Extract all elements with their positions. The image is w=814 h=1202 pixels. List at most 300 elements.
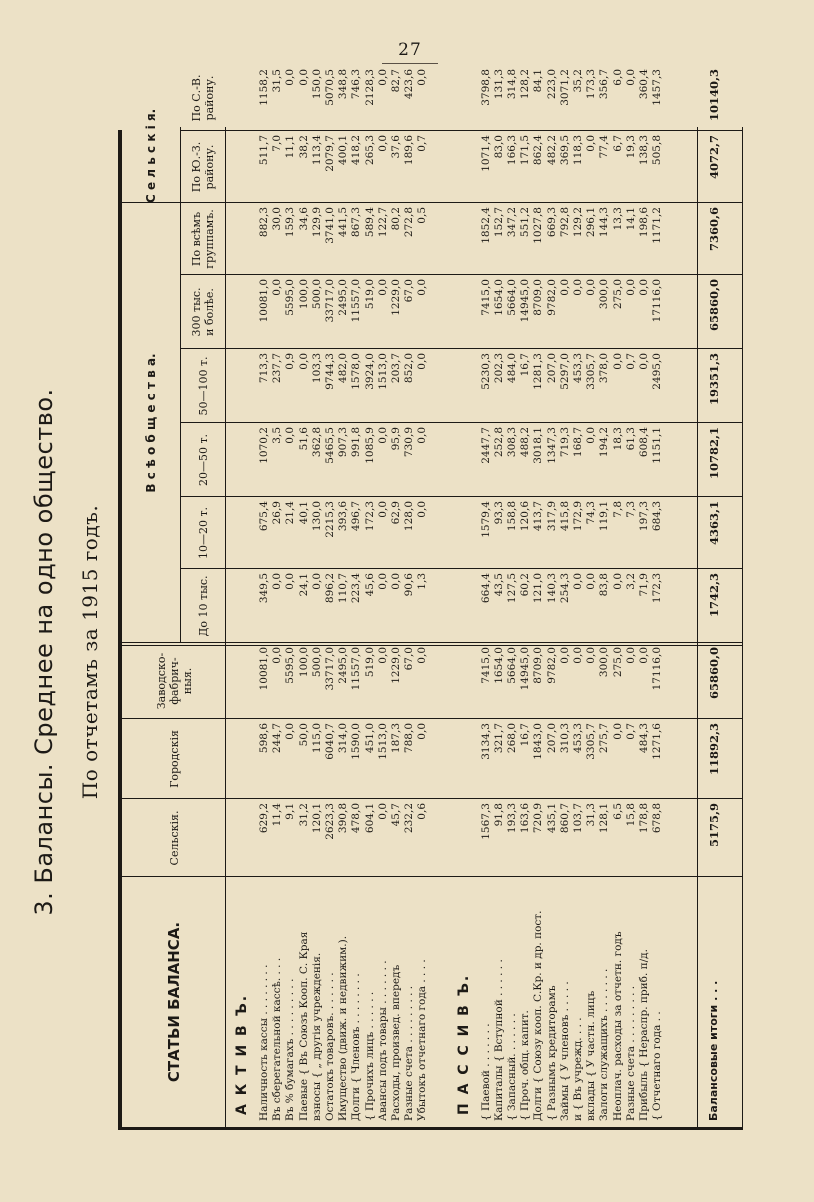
table-cell: 390,8 bbox=[337, 803, 350, 834]
table-cell: 862,4 bbox=[532, 135, 545, 166]
table-cell: 110,7 bbox=[337, 573, 350, 604]
table-cell: 598,6 bbox=[258, 723, 270, 754]
table-cell: 0,0 bbox=[284, 427, 297, 444]
table-cell: 0,0 bbox=[376, 135, 389, 152]
row-label: Остатокъ товаровъ. . . . . . . bbox=[324, 972, 336, 1121]
totals-cell: 10140,3 bbox=[707, 69, 721, 122]
table-cell: 24,1 bbox=[297, 573, 310, 597]
table-cell: 128,2 bbox=[519, 69, 532, 100]
table-cell: 746,3 bbox=[350, 69, 363, 100]
table-cell: 6,5 bbox=[611, 803, 624, 820]
table-cell: 1071,4 bbox=[479, 135, 492, 172]
table-cell: 378,0 bbox=[598, 353, 611, 384]
table-cell: 0,7 bbox=[624, 353, 637, 370]
table-cell: 67,0 bbox=[403, 647, 416, 671]
column-header: По Ю.-З. району. bbox=[190, 141, 216, 193]
table-cell: 0,0 bbox=[376, 279, 389, 296]
table-cell: 1457,3 bbox=[651, 69, 664, 106]
table-cell: 0,0 bbox=[271, 647, 284, 664]
table-cell: 860,7 bbox=[558, 803, 571, 834]
column-header: По С.-В. району. bbox=[190, 74, 216, 122]
table-cell: 675,4 bbox=[258, 501, 270, 532]
table-cell: 198,6 bbox=[638, 207, 650, 238]
table-cell: 484,0 bbox=[506, 353, 518, 384]
table-cell: 2495,0 bbox=[337, 647, 350, 684]
row-label: { Запасный. . . . . . . bbox=[506, 1013, 518, 1121]
table-cell: 122,7 bbox=[376, 207, 389, 238]
table-cell: 9744,3 bbox=[324, 353, 336, 390]
table-cell: 140,3 bbox=[545, 573, 558, 604]
table-cell: 1513,0 bbox=[376, 353, 389, 390]
table-cell: 45,6 bbox=[363, 573, 376, 597]
column-header: 10—20 т. bbox=[196, 506, 210, 560]
table-cell: 0,0 bbox=[284, 573, 297, 590]
table-cell: 100,0 bbox=[297, 279, 310, 310]
table-cell: 168,7 bbox=[572, 427, 584, 458]
table-cell: 2079,7 bbox=[324, 135, 336, 172]
table-cell: 33717,0 bbox=[324, 279, 336, 323]
table-cell: 0,0 bbox=[416, 279, 429, 296]
table-cell: 35,2 bbox=[572, 69, 584, 93]
table-cell: 314,0 bbox=[337, 723, 350, 754]
table-cell: 0,0 bbox=[416, 501, 429, 518]
row-label: { Прочихъ лицъ . . . . . . bbox=[363, 991, 376, 1121]
table-cell: 18,3 bbox=[611, 427, 624, 451]
header-divider bbox=[225, 127, 226, 1127]
table-cell: 1158,2 bbox=[258, 69, 270, 106]
balance-table bbox=[122, 69, 743, 1130]
table-cell: 1027,8 bbox=[532, 207, 545, 244]
table-cell: 223,0 bbox=[545, 69, 558, 100]
table-cell: 482,0 bbox=[337, 353, 350, 384]
table-cell: 120,1 bbox=[310, 803, 323, 834]
table-cell: 7,0 bbox=[271, 135, 284, 152]
table-cell: 7415,0 bbox=[479, 647, 492, 684]
table-cell: 441,5 bbox=[337, 207, 350, 238]
table-cell: 451,0 bbox=[363, 723, 376, 754]
table-cell: 669,3 bbox=[545, 207, 558, 238]
table-cell: 0,0 bbox=[416, 647, 429, 664]
table-cell: 349,5 bbox=[258, 573, 270, 604]
table-cell: 6,7 bbox=[611, 135, 624, 152]
column-header: Сельскія. bbox=[167, 810, 181, 866]
table-cell: 268,0 bbox=[506, 723, 518, 754]
table-cell: 1171,2 bbox=[651, 207, 664, 244]
table-cell: 178,8 bbox=[638, 803, 650, 834]
row-label: { Паевой . . . . . . . bbox=[479, 1023, 492, 1121]
row-label: Авансы подъ товары . . . . . . . bbox=[376, 960, 389, 1121]
table-cell: 348,8 bbox=[337, 69, 350, 100]
table-cell: 172,9 bbox=[572, 501, 584, 532]
table-cell: 129,9 bbox=[310, 207, 323, 238]
row-label: Наличность кассы . . . . . . . . bbox=[258, 964, 270, 1121]
table-cell: 1567,3 bbox=[479, 803, 492, 840]
section-heading: П А С С И В Ъ. bbox=[455, 973, 472, 1115]
table-cell: 1579,4 bbox=[479, 501, 492, 538]
table-cell: 0,0 bbox=[376, 69, 389, 86]
table-cell: 129,2 bbox=[572, 207, 584, 238]
table-cell: 187,3 bbox=[390, 723, 402, 754]
table-cell: 300,0 bbox=[598, 647, 611, 678]
table-cell: 0,0 bbox=[624, 69, 637, 86]
table-cell: 272,8 bbox=[403, 207, 416, 238]
table-cell: 33717,0 bbox=[324, 647, 336, 691]
table-cell: 788,0 bbox=[403, 723, 416, 754]
table-cell: 0,0 bbox=[271, 279, 284, 296]
table-cell: 511,7 bbox=[258, 135, 270, 166]
table-cell: 37,6 bbox=[390, 135, 402, 159]
page-number: 27 bbox=[398, 40, 422, 60]
table-cell: 314,8 bbox=[506, 69, 518, 100]
table-cell: 62,9 bbox=[390, 501, 402, 525]
table-cell: 118,3 bbox=[572, 135, 584, 166]
table-cell: 82,7 bbox=[390, 69, 402, 93]
table-cell: 3924,0 bbox=[363, 353, 376, 390]
table-cell: 16,7 bbox=[519, 353, 532, 377]
table-cell: 500,0 bbox=[310, 647, 323, 678]
table-cell: 100,0 bbox=[297, 647, 310, 678]
row-label: Прибыль { Нераспр. приб. п/д. bbox=[638, 949, 650, 1121]
table-cell: 608,4 bbox=[638, 427, 650, 458]
table-cell: 3134,3 bbox=[479, 723, 492, 760]
table-cell: 16,7 bbox=[519, 723, 532, 747]
totals-cell: 19351,3 bbox=[707, 353, 721, 406]
table-cell: 369,5 bbox=[558, 135, 571, 166]
table-cell: 159,3 bbox=[284, 207, 297, 238]
table-cell: 34,6 bbox=[297, 207, 310, 231]
table-cell: 1271,6 bbox=[651, 723, 664, 760]
table-cell: 0,0 bbox=[638, 279, 650, 296]
table-cell: 1281,3 bbox=[532, 353, 545, 390]
table-cell: 2495,0 bbox=[337, 279, 350, 316]
table-cell: 152,7 bbox=[492, 207, 505, 238]
totals-cell: 10782,1 bbox=[707, 427, 721, 480]
table-cell: 232,2 bbox=[403, 803, 416, 834]
table-cell: 9782,0 bbox=[545, 279, 558, 316]
table-cell: 197,3 bbox=[638, 501, 650, 532]
table-cell: 0,5 bbox=[416, 207, 429, 224]
row-label: Имущество (движ. и недвижим.). bbox=[337, 935, 350, 1121]
table-cell: 792,8 bbox=[558, 207, 571, 238]
table-cell: 435,1 bbox=[545, 803, 558, 834]
table-cell: 551,2 bbox=[519, 207, 532, 238]
table-cell: 482,2 bbox=[545, 135, 558, 166]
table-cell: 0,0 bbox=[585, 135, 598, 152]
table-cell: 0,0 bbox=[611, 353, 624, 370]
section-heading: А К Т И В Ъ. bbox=[234, 993, 250, 1115]
table-cell: 360,4 bbox=[638, 69, 650, 100]
table-cell: 0,6 bbox=[416, 803, 429, 820]
row-label: Залоги служащихъ . . . . . . . bbox=[598, 968, 611, 1121]
table-cell: 5230,3 bbox=[479, 353, 492, 390]
table-cell: 0,0 bbox=[558, 279, 571, 296]
table-cell: 275,0 bbox=[611, 279, 624, 310]
table-cell: 7,8 bbox=[611, 501, 624, 518]
table-cell: 1513,0 bbox=[376, 723, 389, 760]
table-cell: 3,2 bbox=[624, 573, 637, 590]
totals-cell: 7360,6 bbox=[707, 207, 721, 252]
table-cell: 519,0 bbox=[363, 279, 376, 310]
totals-cell: 11892,3 bbox=[707, 723, 721, 776]
labels-column-header: СТАТЬИ БАЛАНСА. bbox=[164, 921, 183, 1083]
table-cell: 91,8 bbox=[492, 803, 505, 827]
table-cell: 2623,3 bbox=[324, 803, 336, 840]
table-cell: 60,2 bbox=[519, 573, 532, 597]
table-cell: 172,3 bbox=[363, 501, 376, 532]
row-label: и { Въ учрежд. . . . bbox=[572, 1017, 584, 1121]
column-header: До 10 тыс. bbox=[196, 575, 210, 637]
table-cell: 11,4 bbox=[271, 803, 284, 827]
table-cell: 275,7 bbox=[598, 723, 611, 754]
table-cell: 121,0 bbox=[532, 573, 545, 604]
table-cell: 1085,9 bbox=[363, 427, 376, 464]
table-cell: 14945,0 bbox=[519, 647, 532, 691]
table-cell: 719,3 bbox=[558, 427, 571, 458]
table-cell: 0,0 bbox=[390, 573, 402, 590]
table-cell: 1590,0 bbox=[350, 723, 363, 760]
table-cell: 61,3 bbox=[624, 427, 637, 451]
row-label: Долги { Союзу коoп. С.Кр. и др. пост. bbox=[532, 910, 545, 1121]
table-cell: 11557,0 bbox=[350, 279, 363, 323]
table-cell: 45,7 bbox=[390, 803, 402, 827]
table-cell: 3741,0 bbox=[324, 207, 336, 244]
table-cell: 519,0 bbox=[363, 647, 376, 678]
table-cell: 83,0 bbox=[492, 135, 505, 159]
table-cell: 13,3 bbox=[611, 207, 624, 231]
table-cell: 3305,7 bbox=[585, 723, 598, 760]
row-label: вклады { У частн. лицъ bbox=[585, 990, 598, 1121]
table-cell: 0,0 bbox=[271, 573, 284, 590]
table-cell: 7,3 bbox=[624, 501, 637, 518]
table-cell: 80,2 bbox=[390, 207, 402, 231]
table-cell: 31,3 bbox=[585, 803, 598, 827]
table-cell: 991,8 bbox=[350, 427, 363, 458]
table-cell: 418,2 bbox=[350, 135, 363, 166]
table-cell: 3,5 bbox=[271, 427, 284, 444]
totals-cell: 1742,3 bbox=[707, 573, 721, 618]
totals-cell: 65860,0 bbox=[707, 279, 721, 332]
table-cell: 415,8 bbox=[558, 501, 571, 532]
totals-cell: 4072,7 bbox=[707, 135, 721, 180]
table-cell: 730,9 bbox=[403, 427, 416, 458]
table-cell: 0,7 bbox=[416, 135, 429, 152]
table-cell: 0,0 bbox=[624, 647, 637, 664]
table-cell: 11557,0 bbox=[350, 647, 363, 691]
column-header: По всѣмъ группамъ. bbox=[190, 209, 216, 269]
table-cell: 6040,7 bbox=[324, 723, 336, 760]
table-cell: 1578,0 bbox=[350, 353, 363, 390]
table-cell: 3798,8 bbox=[479, 69, 492, 106]
table-cell: 43,5 bbox=[492, 573, 505, 597]
table-cell: 0,7 bbox=[624, 723, 637, 740]
group-header-all: В с ѣ о б щ е с т в а. bbox=[122, 203, 181, 643]
row-label: { Разнымъ кредиторамъ bbox=[545, 985, 558, 1121]
table-cell: 0,0 bbox=[310, 573, 323, 590]
row-label: Разные счета . . . . . . . . . bbox=[403, 985, 416, 1121]
table-cell: 237,7 bbox=[271, 353, 284, 384]
table-cell: 5465,5 bbox=[324, 427, 336, 464]
table-cell: 30,0 bbox=[271, 207, 284, 231]
table-cell: 103,3 bbox=[310, 353, 323, 384]
row-label: Въ сберегательной кассѣ. . . . bbox=[271, 957, 284, 1121]
table-cell: 5070,5 bbox=[324, 69, 336, 106]
table-cell: 0,0 bbox=[284, 723, 297, 740]
table-cell: 202,3 bbox=[492, 353, 505, 384]
table-cell: 684,3 bbox=[651, 501, 664, 532]
table-cell: 400,1 bbox=[337, 135, 350, 166]
row-label: { Отчетнаго года . . bbox=[651, 1011, 664, 1121]
table-cell: 31,2 bbox=[297, 803, 310, 827]
table-cell: 500,0 bbox=[310, 279, 323, 310]
table-cell: 300,0 bbox=[598, 279, 611, 310]
table-cell: 1229,0 bbox=[390, 279, 402, 316]
table-cell: 14945,0 bbox=[519, 279, 532, 323]
table-cell: 310,3 bbox=[558, 723, 571, 754]
table-cell: 77,4 bbox=[598, 135, 611, 159]
table-cell: 1,3 bbox=[416, 573, 429, 590]
table-cell: 14,1 bbox=[624, 207, 637, 231]
table-cell: 127,5 bbox=[506, 573, 518, 604]
table-cell: 453,3 bbox=[572, 353, 584, 384]
table-cell: 15,8 bbox=[624, 803, 637, 827]
table-cell: 275,0 bbox=[611, 647, 624, 678]
table-cell: 0,0 bbox=[284, 69, 297, 86]
table-cell: 67,0 bbox=[403, 279, 416, 303]
table-cell: 84,1 bbox=[532, 69, 545, 93]
table-cell: 0,0 bbox=[611, 573, 624, 590]
row-label: Паевые { Въ Союзъ Коoп. С. Края bbox=[297, 931, 310, 1121]
table-cell: 11,1 bbox=[284, 135, 297, 159]
table-cell: 1654,0 bbox=[492, 279, 505, 316]
table-cell: 8709,0 bbox=[532, 279, 545, 316]
table-cell: 0,0 bbox=[376, 573, 389, 590]
table-cell: 867,3 bbox=[350, 207, 363, 238]
table-cell: 194,2 bbox=[598, 427, 611, 458]
table-cell: 356,7 bbox=[598, 69, 611, 100]
table-cell: 362,8 bbox=[310, 427, 323, 458]
table-cell: 0,0 bbox=[416, 69, 429, 86]
table-cell: 347,2 bbox=[506, 207, 518, 238]
table-cell: 17116,0 bbox=[651, 647, 664, 691]
table-cell: 0,0 bbox=[638, 353, 650, 370]
table-cell: 31,5 bbox=[271, 69, 284, 93]
table-cell: 589,4 bbox=[363, 207, 376, 238]
table-cell: 1070,2 bbox=[258, 427, 270, 464]
table-cell: 1229,0 bbox=[390, 647, 402, 684]
totals-cell: 5175,9 bbox=[707, 803, 721, 848]
table-cell: 907,3 bbox=[337, 427, 350, 458]
row-label: взносы { „ другія учрежденія. bbox=[310, 952, 323, 1121]
page-subtitle: По отчетамъ за 1915 годъ. bbox=[78, 504, 102, 800]
table-cell: 265,3 bbox=[363, 135, 376, 166]
table-cell: 10081,0 bbox=[258, 279, 270, 323]
table-cell: 172,3 bbox=[651, 573, 664, 604]
table-cell: 678,8 bbox=[651, 803, 664, 834]
table-cell: 453,3 bbox=[572, 723, 584, 754]
table-cell: 166,3 bbox=[506, 135, 518, 166]
table-cell: 2447,7 bbox=[479, 427, 492, 464]
table-cell: 207,0 bbox=[545, 353, 558, 384]
column-header: Городскія bbox=[167, 730, 181, 788]
table-cell: 150,0 bbox=[310, 69, 323, 100]
table-cell: 896,2 bbox=[324, 573, 336, 604]
table-cell: 413,7 bbox=[532, 501, 545, 532]
table-cell: 720,9 bbox=[532, 803, 545, 834]
table-cell: 423,6 bbox=[403, 69, 416, 100]
table-cell: 113,4 bbox=[310, 135, 323, 166]
table-cell: 51,6 bbox=[297, 427, 310, 451]
table-cell: 2128,3 bbox=[363, 69, 376, 106]
table-cell: 50,0 bbox=[297, 723, 310, 747]
table-cell: 0,0 bbox=[585, 279, 598, 296]
row-label: Разные счета . . . . . . . . . bbox=[624, 985, 637, 1121]
table-cell: 308,3 bbox=[506, 427, 518, 458]
table-cell: 5664,0 bbox=[506, 647, 518, 684]
table-cell: 0,0 bbox=[572, 647, 584, 664]
table-cell: 0,0 bbox=[416, 353, 429, 370]
table-cell: 120,6 bbox=[519, 501, 532, 532]
table-cell: 0,0 bbox=[416, 723, 429, 740]
page-title: 3. Балансы. Среднее на одно общество. bbox=[30, 388, 58, 916]
totals-label: Балансовые итоги . . . bbox=[707, 980, 720, 1121]
table-cell: 0,0 bbox=[416, 427, 429, 444]
table-cell: 0,0 bbox=[572, 279, 584, 296]
table-cell: 0,0 bbox=[558, 647, 571, 664]
table-cell: 103,7 bbox=[572, 803, 584, 834]
table-cell: 0,0 bbox=[376, 501, 389, 518]
totals-divider bbox=[697, 127, 698, 1127]
table-cell: 8709,0 bbox=[532, 647, 545, 684]
row-label: Долги { Членовъ . . . . . . . . bbox=[350, 973, 363, 1121]
column-header: 50—100 т. bbox=[196, 356, 210, 416]
table-cell: 10081,0 bbox=[258, 647, 270, 691]
table-cell: 158,8 bbox=[506, 501, 518, 532]
table-cell: 254,3 bbox=[558, 573, 571, 604]
table-cell: 38,2 bbox=[297, 135, 310, 159]
table-cell: 3305,7 bbox=[585, 353, 598, 390]
row-label: Неоплач. расходы за отчетн. годъ bbox=[611, 931, 624, 1121]
row-label: Въ % бумагахъ . . . . . . . . . bbox=[284, 978, 297, 1121]
table-cell: 317,9 bbox=[545, 501, 558, 532]
table-cell: 0,0 bbox=[297, 353, 310, 370]
table-cell: 74,3 bbox=[585, 501, 598, 525]
table-cell: 484,3 bbox=[638, 723, 650, 754]
table-cell: 5595,0 bbox=[284, 647, 297, 684]
column-header: Заводско- фабрич- ныя. bbox=[154, 652, 194, 710]
column-header: 300 тыс. и болѣе. bbox=[190, 287, 216, 337]
row-label: Убытокъ отчетнаго года . . . . bbox=[416, 959, 429, 1121]
table-cell: 244,7 bbox=[271, 723, 284, 754]
table-cell: 6,0 bbox=[611, 69, 624, 86]
table-cell: 131,3 bbox=[492, 69, 505, 100]
totals-cell: 4363,1 bbox=[707, 501, 721, 546]
table-cell: 163,6 bbox=[519, 803, 532, 834]
table-cell: 3071,2 bbox=[558, 69, 571, 106]
table-cell: 144,3 bbox=[598, 207, 611, 238]
table-cell: 0,0 bbox=[376, 647, 389, 664]
table-cell: 5297,0 bbox=[558, 353, 571, 390]
table-cell: 0,0 bbox=[638, 647, 650, 664]
table-cell: 0,9 bbox=[284, 353, 297, 370]
page-number-rule bbox=[382, 63, 438, 64]
table-cell: 1852,4 bbox=[479, 207, 492, 244]
table-cell: 252,8 bbox=[492, 427, 505, 458]
table-cell: 71,9 bbox=[638, 573, 650, 597]
table-cell: 0,0 bbox=[297, 69, 310, 86]
table-cell: 488,2 bbox=[519, 427, 532, 458]
table-cell: 882,3 bbox=[258, 207, 270, 238]
rotated-sheet bbox=[0, 69, 814, 1202]
